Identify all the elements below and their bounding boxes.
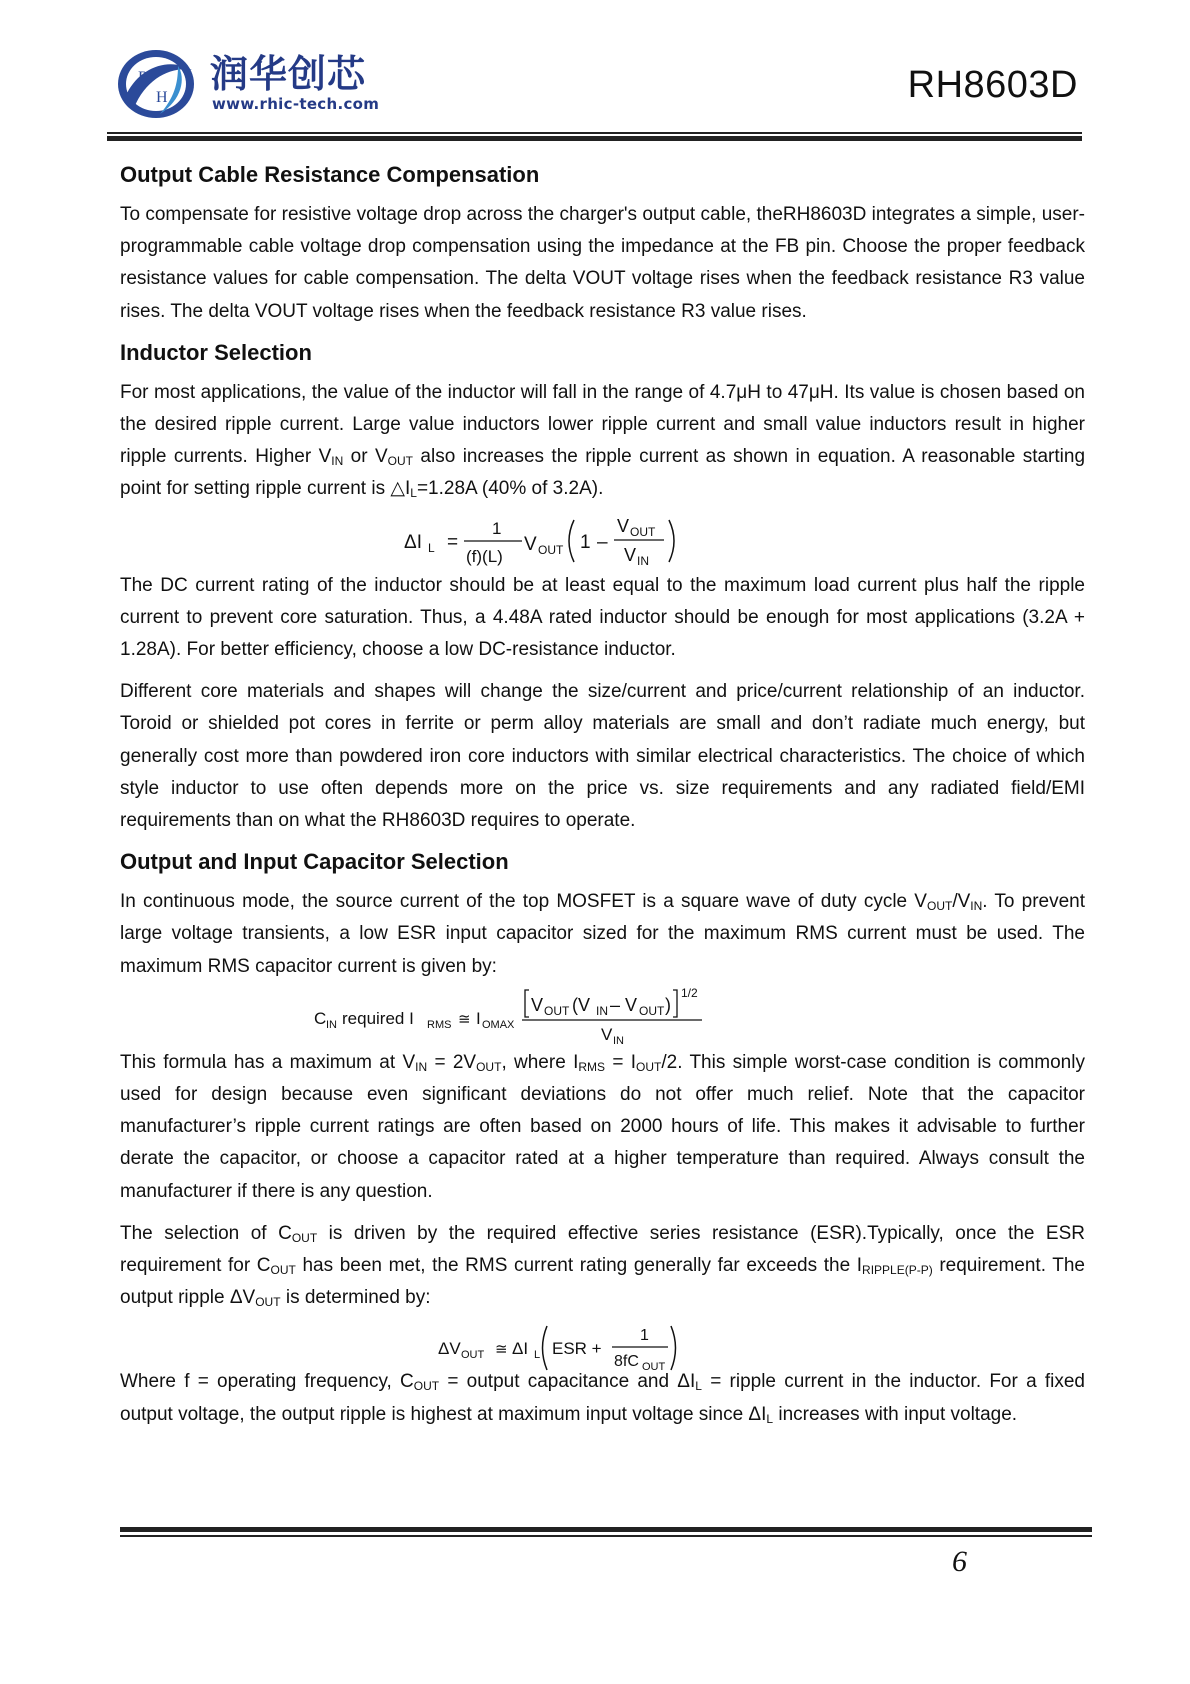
header-rule-thick <box>107 136 1082 141</box>
svg-text:OUT: OUT <box>642 1361 666 1374</box>
svg-text:1: 1 <box>492 518 502 538</box>
svg-text:1/2: 1/2 <box>681 985 698 1000</box>
brand-url: www.rhic-tech.com <box>212 95 380 113</box>
svg-text:RMS: RMS <box>427 1018 452 1031</box>
output-ripple-formula <box>120 1320 1085 1374</box>
svg-text:OUT: OUT <box>544 1003 570 1018</box>
svg-text:V: V <box>624 544 637 565</box>
page-header <box>0 0 1190 150</box>
cable-paragraph: To compensate for resistive voltage drop across the charger's output cable, theRH8603D integrates a simple, user-programmable cable voltage drop compensation using the impedance at the FB pin. Choose the proper feedback resistance values for cable compensation. The delta VOUT voltage rises when the feedback resistance R3 value rises. The delta VOUT voltage rises when the feedback resistance R3 value rises. <box>120 204 1085 322</box>
page-number: 6 <box>952 1545 967 1578</box>
svg-text:IN: IN <box>326 1018 337 1031</box>
svg-text:OUT: OUT <box>538 542 564 557</box>
logo-letter-h: H <box>156 89 168 106</box>
svg-text:OUT: OUT <box>630 524 656 539</box>
svg-text:C: C <box>314 1008 327 1028</box>
inductor-paragraph-1: For most applications, the value of the inductor will fall in the range of 4.7μH to 47μH. Its value is chosen based on the desired ripple current. Large value inductors lower ripple current and small value inductors result in higher ripple currents. Higher $V_{IN}$ or $V_{OUT}$ also increases the ripple current as shown in equation. A reasonable starting point for setting ripple current is $\triangle I_L=1.28A$ (40% of 3.2A). <box>120 381 1086 501</box>
svg-text:ΔI: ΔI <box>512 1339 529 1359</box>
brand-chinese-name: 润华创芯 <box>210 52 367 96</box>
header-rule-thin <box>107 132 1082 134</box>
svg-text:required I: required I <box>342 1008 414 1028</box>
capacitor-paragraph-2: This formula has a maximum at $V_{IN} = 2V_{OUT}$, where $I_{RMS} = I_{OUT}/2$. This simple worst-case condition is commonly used for design because even significant deviations do not offer much relief. Note that the capacitor manufacturer’s ripple current ratings are often based on 2000 hours of life. This makes it advisable to further derate the capacitor, or choose a capacitor rated at a higher temperature than required. Always consult the manufacturer if there is any question. <box>120 1051 1085 1202</box>
capacitor-paragraph-4: Where f = operating frequency, $C_{OUT}$ = output capacitance and $\Delta I_L$ = ripple current in the inductor. For a fixed output voltage, the output ripple is highest at maximum input voltage since $\Delta I_L$ increases with input voltage. <box>120 1371 1085 1426</box>
svg-text:): ) <box>665 994 671 1015</box>
svg-text:IN: IN <box>637 553 649 568</box>
svg-text:1: 1 <box>580 531 591 553</box>
logo-letter-r: R <box>138 69 149 86</box>
section-heading-cable: Output Cable Resistance Compensation <box>120 162 540 187</box>
svg-text:=: = <box>447 531 459 553</box>
svg-text:OUT: OUT <box>461 1349 485 1362</box>
section-heading-capacitor: Output and Input Capacitor Selection <box>120 849 509 875</box>
svg-text:L: L <box>534 1349 541 1362</box>
svg-text:IN: IN <box>596 1003 608 1018</box>
svg-text:– V: – V <box>610 994 638 1015</box>
svg-text:V: V <box>601 1024 613 1044</box>
svg-text:V: V <box>531 994 544 1015</box>
svg-text:≅: ≅ <box>495 1341 508 1359</box>
svg-text:1: 1 <box>640 1327 649 1345</box>
inductor-paragraph-3: Different core materials and shapes will change the size/current and price/current relationship of an inductor. Toroid or shielded pot cores in ferrite or perm alloy materials are small and don’t radiate much energy, but generally cost more than powdered iron core inductors with similar electrical characteristics. The choice of which style inductor to use often depends more on the price vs. size requirements and any radiated field/EMI requirements than on what the RH8603D requires to operate. <box>120 681 1085 832</box>
footer-rule-thin <box>120 1535 1092 1537</box>
svg-text:8fC: 8fC <box>614 1353 639 1371</box>
svg-text:ΔI: ΔI <box>404 531 422 553</box>
capacitor-paragraph-1: In continuous mode, the source current of the top MOSFET is a square wave of duty cycle $V_{OUT}/V_{IN}$. To prevent large voltage transients, a low ESR input capacitor sized for the maximum RMS current must be used. The maximum RMS capacitor current is given by: <box>120 891 1085 977</box>
capacitor-paragraph-3: The selection of $C_{OUT}$ is driven by the required effective series resistance (ESR).Typically, once the ESR requirement for $C_{OUT}$ has been met, the RMS current rating generally far exceeds the $I_{RIPPLE(P-P)}$ requirement. The output ripple $\Delta V_{OUT}$ is determined by: <box>120 1222 1085 1310</box>
page-content <box>120 155 1085 1431</box>
svg-text:ΔV: ΔV <box>438 1339 461 1359</box>
svg-text:(f)(L): (f)(L) <box>466 546 503 566</box>
inductor-paragraph-2: The DC current rating of the inductor should be at least equal to the maximum load current plus half the ripple current to prevent core saturation. Thus, a 4.48A rated inductor should be enough for most applications (3.2A + 1.28A). For better efficiency, choose a low DC-resistance inductor. <box>120 574 1085 661</box>
svg-text:OMAX: OMAX <box>482 1018 515 1031</box>
svg-text:V: V <box>524 533 537 555</box>
svg-text:OUT: OUT <box>639 1003 665 1018</box>
svg-text:ESR +: ESR + <box>552 1339 602 1359</box>
footer-rule-thick <box>120 1527 1092 1532</box>
svg-text:IN: IN <box>613 1034 624 1047</box>
section-heading-inductor: Inductor Selection <box>120 339 312 365</box>
svg-text:(V: (V <box>572 994 590 1015</box>
svg-text:–: – <box>597 531 608 553</box>
company-logo-icon <box>116 48 196 120</box>
rms-current-formula <box>120 985 1085 1047</box>
document-title: RH8603D <box>907 64 1078 106</box>
svg-text:L: L <box>428 540 435 555</box>
svg-text:≅: ≅ <box>458 1010 471 1028</box>
svg-text:V: V <box>617 515 630 536</box>
svg-text:I: I <box>476 1008 481 1028</box>
ripple-current-formula <box>120 510 1085 568</box>
